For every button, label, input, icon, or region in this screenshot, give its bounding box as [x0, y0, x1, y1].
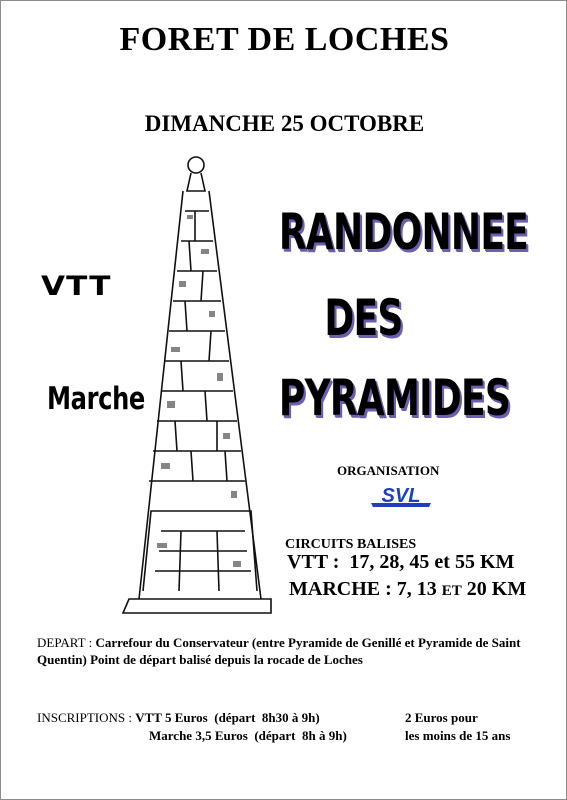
headline-line-1: RANDONNEE	[278, 203, 529, 261]
depart-info	[37, 634, 532, 668]
inscriptions-marche: Marche 3,5 Euros (départ 8h à 9h)	[149, 728, 347, 743]
svl-logo-icon	[371, 481, 431, 511]
inscriptions-vtt: VTT 5 Euros (départ 8h30 à 9h)	[135, 710, 320, 725]
vtt-label: VTT	[41, 271, 112, 302]
vtt-distances: VTT : 17, 28, 45 et 55 KM	[287, 551, 515, 573]
headline-line-2: DES	[324, 289, 403, 347]
marche-label: Marche	[47, 381, 145, 417]
marche-distances	[289, 578, 526, 601]
circuits-heading: CIRCUITS BALISES	[285, 537, 417, 552]
pyramid-obelisk-illustration	[121, 151, 281, 626]
event-date: DIMANCHE 25 OCTOBRE	[144, 111, 425, 136]
inscriptions-label: INSCRIPTIONS :	[37, 710, 136, 725]
organisation-label: ORGANISATION	[337, 463, 440, 478]
marche-distances-prefix: MARCHE : 7, 13	[289, 578, 442, 600]
headline-line-3: PYRAMIDES	[278, 369, 511, 427]
inscriptions-note-1: 2 Euros pour	[405, 710, 478, 725]
svl-logo-text: SVL	[381, 485, 421, 507]
depart-text: Carrefour du Conservateur (entre Pyramide de Genillé et Pyramide de Saint Quentin) Point de départ balisé depuis la rocade de Loches	[37, 635, 521, 667]
marche-distances-suffix: 20 KM	[461, 578, 527, 600]
poster-title: FORET DE LOCHES	[119, 21, 450, 58]
inscriptions-line-1	[37, 709, 320, 727]
inscriptions-note-2: les moins de 15 ans	[405, 728, 511, 743]
marche-distances-et: ET	[441, 583, 462, 599]
depart-label: DEPART :	[37, 635, 96, 650]
